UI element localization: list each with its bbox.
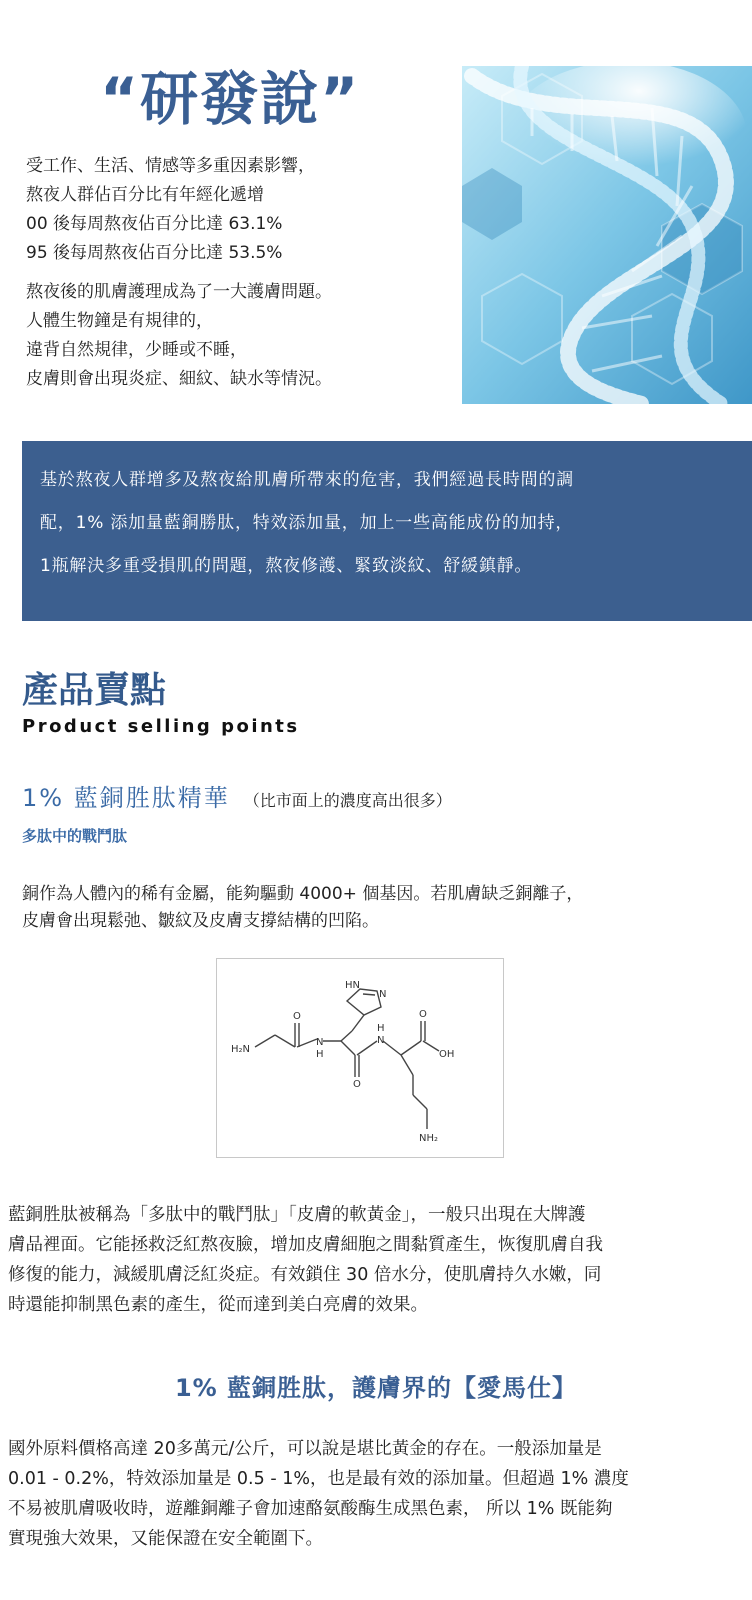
paragraph-line: 時還能抑制黑色素的產生，從而達到美白亮膚的效果。: [8, 1295, 428, 1315]
molecule-structure-image: [216, 958, 504, 1158]
paragraph-line: 不易被肌膚吸收時，遊離銅離子會加速酪氨酸酶生成黑色素， 所以 1% 既能夠: [8, 1499, 613, 1519]
paragraph-line: 實現強大效果，又能保證在安全範圍下。: [8, 1529, 323, 1549]
intro-line: 受工作、生活、情感等多重因素影響，: [26, 156, 315, 176]
paragraph-line: 0.01 - 0.2%，特效添加量是 0.5 - 1%，也是最有效的添加量。但超過 1% 濃度: [8, 1469, 629, 1489]
info-banner: [22, 441, 752, 621]
point-heading: [22, 778, 452, 813]
mol-label: H₂N: [231, 1044, 251, 1055]
paragraph-line: 皮膚會出現鬆弛、皺紋及皮膚支撐結構的凹陷。: [22, 911, 379, 931]
section-subtitle: Product selling points: [22, 716, 300, 737]
mol-label: OH: [439, 1049, 455, 1060]
point-title: 1% 藍銅胜肽精華: [22, 784, 230, 812]
page-title: “研發說”: [100, 65, 361, 133]
mol-label: NH₂: [419, 1133, 439, 1144]
intro-line: 熬夜後的肌膚護理成為了一大護膚問題。: [26, 282, 332, 302]
mol-label: N: [377, 1035, 385, 1046]
paragraph-line: 國外原料價格高達 20多萬元/公斤，可以說是堪比黃金的存在。一般添加量是: [8, 1439, 602, 1459]
mol-label: H: [377, 1023, 385, 1034]
intro-line: 違背自然規律，少睡或不睡，: [26, 340, 247, 360]
paragraph-line: 銅作為人體內的稀有金屬，能夠驅動 4000+ 個基因。若肌膚缺乏銅離子，: [22, 884, 584, 904]
mol-label: O: [353, 1079, 361, 1090]
paragraph-price: [8, 1434, 748, 1554]
banner-line: 配，1% 添加量藍銅勝肽，特效添加量，加上一些高能成份的加持，: [40, 513, 574, 533]
mol-label: H: [316, 1049, 324, 1060]
mol-label: N: [379, 989, 387, 1000]
intro-line: 95 後每周熬夜佔百分比達 53.5%: [26, 243, 283, 263]
point-subtitle: 多肽中的戰鬥肽: [22, 827, 128, 845]
dna-helix-image: [462, 66, 752, 404]
paragraph-line: 修復的能力，減緩肌膚泛紅炎症。有效鎖住 30 倍水分，使肌膚持久水嫩，同: [8, 1265, 602, 1285]
mol-label: O: [419, 1009, 427, 1020]
mol-label: O: [293, 1011, 301, 1022]
intro-line: 00 後每周熬夜佔百分比達 63.1%: [26, 214, 283, 234]
intro-line: 熬夜人群佔百分比有年經化遞增: [26, 185, 264, 205]
mol-label: HN: [345, 980, 360, 991]
mol-label: N: [316, 1037, 324, 1048]
highlight-heading: 1% 藍銅胜肽，護膚界的【愛馬仕】: [174, 1374, 578, 1402]
intro-text: [26, 152, 436, 394]
intro-line: 皮膚則會出現炎症、細紋、缺水等情況。: [26, 369, 332, 389]
section-title: 產品賣點: [22, 670, 167, 711]
paragraph-line: 藍銅胜肽被稱為「多肽中的戰鬥肽」「皮膚的軟黃金」，一般只出現在大牌護: [8, 1205, 586, 1225]
paragraph-copper: [22, 881, 737, 935]
point-note: （比市面上的濃度高出很多）: [243, 791, 452, 810]
paragraph-peptide: [8, 1200, 748, 1320]
intro-line: 人體生物鐘是有規律的，: [26, 311, 213, 331]
banner-line: 1瓶解決多重受損肌的問題，熬夜修護、緊致淡紋、舒緩鎮靜。: [40, 556, 533, 576]
paragraph-line: 膚品裡面。它能拯救泛紅熬夜臉，增加皮膚細胞之間黏質產生，恢復肌膚自我: [8, 1235, 603, 1255]
banner-line: 基於熬夜人群增多及熬夜給肌膚所帶來的危害，我們經過長時間的調: [40, 470, 574, 490]
